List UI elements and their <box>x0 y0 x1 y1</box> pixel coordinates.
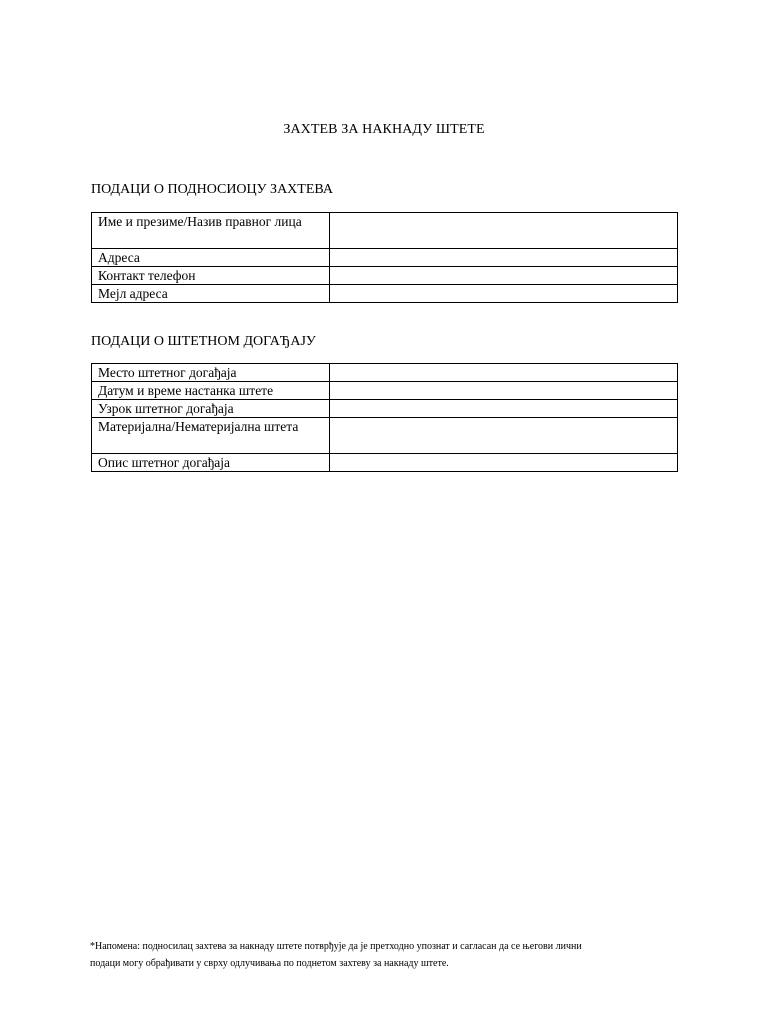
field-value-event-description[interactable] <box>330 454 678 472</box>
field-value-event-location[interactable] <box>330 364 678 382</box>
table-row <box>92 285 678 303</box>
table-row <box>92 400 678 418</box>
field-label-event-datetime: Датум и време настанка штете <box>92 382 330 400</box>
field-label-email: Мејл адреса <box>92 285 330 303</box>
document-title: ЗАХТЕВ ЗА НАКНАДУ ШТЕТЕ <box>283 122 485 137</box>
field-label-event-description: Опис штетног догађаја <box>92 454 330 472</box>
table-row <box>92 267 678 285</box>
field-value-address[interactable] <box>330 249 678 267</box>
event-section-heading: ПОДАЦИ О ШТЕТНОМ ДОГАЂАЈУ <box>91 334 316 349</box>
event-data-table <box>91 363 678 472</box>
field-value-event-datetime[interactable] <box>330 382 678 400</box>
field-value-phone[interactable] <box>330 267 678 285</box>
field-label-event-cause: Узрок штетног догађаја <box>92 400 330 418</box>
field-label-event-location: Место штетног догађаја <box>92 364 330 382</box>
table-row <box>92 418 678 454</box>
table-row <box>92 382 678 400</box>
field-label-phone: Контакт телефон <box>92 267 330 285</box>
field-value-damage-type[interactable] <box>330 418 678 454</box>
field-value-event-cause[interactable] <box>330 400 678 418</box>
applicant-section-heading: ПОДАЦИ О ПОДНОСИОЦУ ЗАХТЕВА <box>91 182 333 197</box>
table-row <box>92 454 678 472</box>
footnote-line-2: подаци могу обрађивати у сврху одлучивања по поднетом захтеву за накнаду штете. <box>90 958 449 969</box>
table-row <box>92 213 678 249</box>
footnote <box>90 938 690 972</box>
footnote-line-1: *Напомена: подносилац захтева за накнаду штете потврђује да је претходно упознат и сагласан да се његови лични <box>90 941 582 952</box>
table-row <box>92 364 678 382</box>
field-value-name[interactable] <box>330 213 678 249</box>
table-row <box>92 249 678 267</box>
field-label-name: Име и презиме/Назив правног лица <box>92 213 330 249</box>
applicant-data-table <box>91 212 678 303</box>
field-label-damage-type: Материјална/Нематеријална штета <box>92 418 330 454</box>
field-label-address: Адреса <box>92 249 330 267</box>
field-value-email[interactable] <box>330 285 678 303</box>
